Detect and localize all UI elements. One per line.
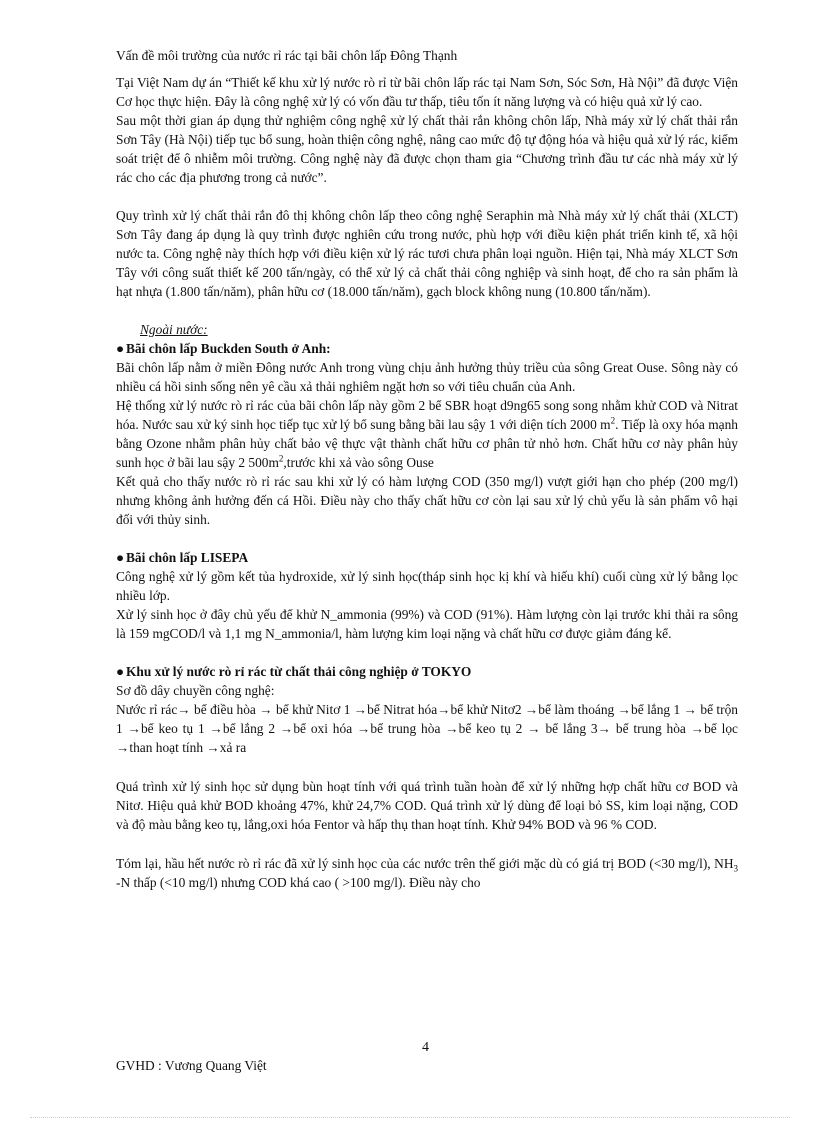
heading-lisepa-text: Bãi chôn lấp LISEPA	[126, 550, 249, 565]
section-title: Vấn đề môi trường của nước rỉ rác tại bãi chôn lấp Đông Thạnh	[116, 48, 458, 63]
summary-text-a: Tóm lại, hầu hết nước rò rỉ rác đã xử lý sinh học của các nước trên thế giới mặc dù có giá trị BOD (<30 mg/l), NH	[116, 856, 734, 871]
process-flow: Nước rỉ rác→ bể điều hòa → bể khử Nitơ 1 →bể Nitrat hóa→bể khử Nitơ2 →bể làm thoáng →bể lắng 1 → bể trộn 1 →bể keo tụ 1 →bể lắng 2 →bể oxi hóa →bể trung hòa →bể keo tụ 2 → bể lắng 3→ bể trung hòa →bể lọc →than hoạt tính →xả ra	[116, 702, 738, 755]
buckden-text-b: . Tiếp là oxy hóa mạnh bằng Ozone nhằm phân hủy chất bảo vệ thực vật thành chất hữu cơ phân tử nhỏ hơn. Chất hữu cơ này phân hủy sunh học ở bãi lau sậy 2 500m	[116, 417, 738, 470]
diagram-label: Sơ đồ dây chuyền công nghệ:	[116, 683, 275, 698]
subscript-3: 3	[733, 863, 738, 874]
buckden-text-c: ,trước khi xả vào sông Ouse	[283, 455, 434, 470]
buckden-text-a: Hệ thống xử lý nước rò rỉ rác của bãi chôn lấp này gồm 2 bể SBR hoạt d9ng65 song song nhằm khử COD và Nitrat hóa. Nước sau xử ký sinh học tiếp tục xử lý bổ sung bằng bãi lau sậy 1 với diện tích 2000 m	[116, 398, 738, 432]
superscript-2: 2	[278, 453, 284, 464]
bullet-icon: ●	[116, 550, 125, 565]
paragraph-lisepa-2: Xử lý sinh học ở đây chủ yếu để khử N_ammonia (99%) và COD (91%). Hàm lượng còn lại trước khi thải ra sông là 159 mgCOD/l và 1,1 mg N_ammonia/l, hàm lượng kim loại nặng và chất hữu cơ được giảm đáng kể.	[116, 607, 738, 641]
paragraph-namson: Tại Việt Nam dự án “Thiết kế khu xử lý nước rò rỉ từ bãi chôn lấp rác tại Nam Sơn, Sóc Sơn, Hà Nội” đã được Viện Cơ học thực hiện. Đây là công nghệ xử lý có vốn đầu tư thấp, tiêu tốn ít năng lượng và có hiệu quả xử lý cao.	[116, 75, 738, 109]
paragraph-sontay-2: Quy trình xử lý chất thải rắn đô thị không chôn lấp theo công nghệ Seraphin mà Nhà máy xử lý chất thải (XLCT) Sơn Tây đang áp dụng là quy trình được nghiên cứu trong nước, phù hợp với điều kiện phát triển kinh tế, xã hội nước ta. Công nghệ này thích hợp với điều kiện xử lý rác tươi chưa phân loại nguồn. Hiện tại, Nhà máy XLCT Sơn Tây với công suất thiết kế 200 tấn/ngày, có thể xử lý cả chất thải công nghiệp và sinh hoạt, để cho ra sản phẩm là hạt nhựa (1.800 tấn/năm), phân hữu cơ (18.000 tấn/năm), gạch block không nung (10.800 tấn/năm).	[116, 208, 738, 299]
paragraph-buckden-1: Bãi chôn lấp nằm ở miền Đông nước Anh trong vùng chịu ảnh hưởng thủy triều của sông Great Ouse. Sông này có nhiều cá hồi sinh sống nên yê cầu xả thải nghiêm ngặt hơn so với tiêu chuẩn của Anh.	[116, 360, 738, 394]
page-bottom-divider	[30, 1117, 790, 1118]
superscript-2: 2	[610, 415, 616, 426]
summary-text-b: -N thấp (<10 mg/l) nhưng COD khá cao ( >100 mg/l). Điều này cho	[116, 875, 481, 890]
foreign-heading: Ngoài nước:	[140, 322, 208, 337]
paragraph-buckden-2	[116, 396, 738, 472]
heading-buckden-text: Bãi chôn lấp Buckden South ở Anh:	[126, 341, 331, 356]
footer-supervisor: GVHD : Vương Quang Việt	[116, 1058, 267, 1073]
heading-tokyo-text: Khu xử lý nước rò rỉ rác từ chất thải công nghiệp ở TOKYO	[126, 664, 472, 679]
page-number: 4	[422, 1040, 429, 1055]
paragraph-lisepa-1: Công nghệ xử lý gồm kết tủa hydroxide, xử lý sinh học(tháp sinh học kị khí và hiếu khí) cuối cùng xử lý bằng lọc nhiều lớp.	[116, 569, 738, 603]
paragraph-buckden-3: Kết quả cho thấy nước rò rỉ rác sau khi xử lý có hàm lượng COD (350 mg/l) vượt giới hạn cho phép (200 mg/l) nhưng không ảnh hưởng đến cá Hồi. Điều này cho thấy chất hữu cơ còn lại sau xử lý chủ yếu là sản phẩm vô hại đối với thủy sinh.	[116, 474, 738, 527]
heading-buckden	[116, 339, 738, 358]
bullet-icon: ●	[116, 664, 125, 679]
paragraph-sontay-1: Sau một thời gian áp dụng thử nghiệm công nghệ xử lý chất thải rắn không chôn lấp, Nhà máy xử lý chất thải rắn Sơn Tây (Hà Nội) tiếp tục bổ sung, hoàn thiện công nghệ, nâng cao mức độ tự động hóa và hiệu quả xử lý rác, kiểm soát triệt để ô nhiễm môi trường. Công nghệ này đã được chọn tham gia “Chương trình đầu tư các nhà máy xử lý rác cho các địa phương trong cả nước”.	[116, 113, 738, 185]
paragraph-summary	[116, 854, 738, 892]
heading-tokyo	[116, 662, 738, 681]
bullet-icon: ●	[116, 341, 125, 356]
paragraph-tokyo-1: Quá trình xử lý sinh học sử dụng bùn hoạt tính với quá trình tuần hoàn để xử lý những hợp chất hữu cơ BOD và Nitơ. Hiệu quả khử BOD khoảng 47%, khử 24,7% COD. Quá trình xử lý dùng để loại bỏ SS, kim loại nặng, COD và độ màu bằng keo tụ, lắng,oxi hóa Fentor và hấp thụ than hoạt tính. Khử 94% BOD và 96 % COD.	[116, 779, 738, 832]
document-body	[116, 46, 738, 892]
heading-lisepa	[116, 548, 738, 567]
